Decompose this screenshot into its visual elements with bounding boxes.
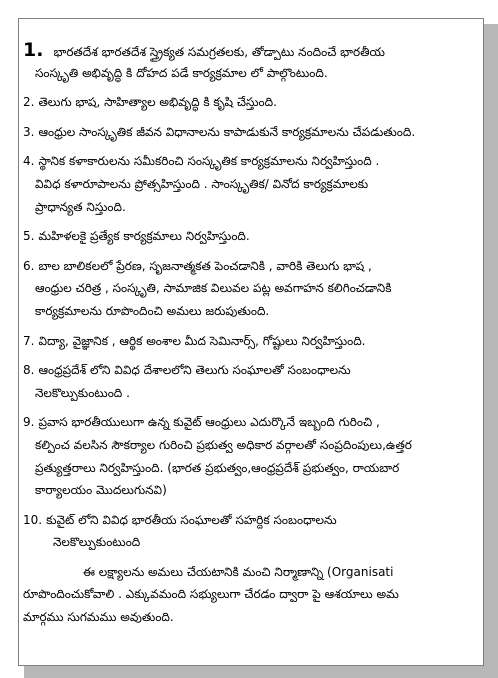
item-text: ప్రాధాన్యత నిస్తుంది. bbox=[35, 199, 126, 214]
item-text: ప్రవాస భారతీయులుగా ఉన్న కువైట్ ఆంధ్రులు ఎదుర్కొనే ఇబ్బంది గురించి , bbox=[38, 415, 380, 430]
list-item-8 bbox=[23, 359, 483, 404]
item-text: ఆంధ్రుల సాంస్కృతిక జీవన విధానాలను కాపాడుకునే కార్యక్రమాలను చేపడుతుంది. bbox=[38, 124, 416, 139]
item-number: 2. bbox=[23, 95, 35, 110]
item-text: ప్రత్యుత్తరాలు నిర్వహిస్తుంది. (భారత ప్రభుత్వం,ఆంధ్రప్రదేశ్ ప్రభుత్వం, రాయబార bbox=[35, 460, 400, 475]
closing-text: మార్గము సుగమము అవుతుంది. bbox=[23, 610, 174, 625]
item-number: 4. bbox=[23, 154, 35, 169]
list-item-9 bbox=[23, 411, 483, 501]
item-text: నెలకొల్పుకుంటుంది bbox=[53, 535, 141, 550]
item-number: 10. bbox=[23, 512, 43, 527]
item-text: కల్పించ వలసిన సౌకర్యాల గురించి ప్రభుత్వ అధికార వర్గాలతో సంప్రదింపులు,ఉత్తర bbox=[35, 437, 412, 452]
item-text: విద్యా, వైజ్ఞానిక , ఆర్థిక అంశాల మీద సెమినార్స్, గోష్టులు నిర్వహిస్తుంది. bbox=[38, 333, 366, 348]
item-text: కార్యాలయం మొదలుగునవి) bbox=[35, 483, 167, 498]
list-item-5 bbox=[23, 225, 483, 248]
closing-text: రూపొందించుకోవాలి . ఎక్కువమంది సభ్యులుగా చేరడం ద్వారా పై ఆశయాలు అమ bbox=[23, 587, 399, 602]
item-text: సంస్కృతి అభివృద్ధి కి దోహద పడే కార్యక్రమాల లో పాల్గొంటుంది. bbox=[35, 65, 328, 80]
item-text: ఆంధ్రుల చరిత్ర , సంస్కృతి, సామాజిక విలువల పట్ల అవగాహన కలిగించడానికి bbox=[35, 281, 392, 296]
item-text: ఆంధ్రప్రదేశ్ లోని వివిధ దేశాలలోని తెలుగు సంఘాలతో సంబంధాలను bbox=[38, 363, 351, 378]
document-body bbox=[23, 39, 483, 629]
item-text: భారతదేశ భారతదేశ స్త్రైక్యత సమగ్రతలకు, తోడ్పాటు నందించే భారతీయ bbox=[53, 45, 385, 59]
item-text: బాల బాలికలలో ప్రేరణ, సృజనాత్మకత పెంచడానికి , వారికి తెలుగు భాష , bbox=[38, 258, 372, 273]
list-item-7 bbox=[23, 330, 483, 353]
item-text: స్థానిక కళాకారులను సమీకరించి సంస్కృతిక కార్యక్రమాలను నిర్వహిస్తుంది . bbox=[38, 154, 380, 169]
closing-paragraph bbox=[23, 561, 483, 629]
item-text: కువైట్ లోని వివిధ భారతీయ సంఘాలతో సహర్దిక సంబంధాలను bbox=[46, 512, 337, 527]
item-text: కార్యక్రమాలను రూపొందించి అమలు జరుపుతుంది. bbox=[35, 303, 270, 318]
item-number: 5. bbox=[23, 229, 35, 244]
item-number: 3. bbox=[23, 124, 35, 139]
item-number: 1. bbox=[23, 39, 44, 61]
document-page bbox=[18, 18, 484, 666]
list-item-3 bbox=[23, 121, 483, 144]
list-item-4 bbox=[23, 150, 483, 218]
closing-text: ఈ లక్ష్యాలను అమలు చేయటానికి మంచి నిర్మాణాన్ని (Organisati bbox=[83, 564, 394, 579]
item-text: నెలకొల్పుకుంటుంది . bbox=[35, 385, 130, 400]
list-item-2 bbox=[23, 91, 483, 114]
list-item-6 bbox=[23, 255, 483, 323]
item-number: 9. bbox=[23, 415, 35, 430]
list-item-10 bbox=[23, 509, 483, 554]
list-item-1 bbox=[23, 39, 483, 84]
item-number: 6. bbox=[23, 258, 35, 273]
item-text: వివిధ కళారూపాలను ప్రోత్సహిస్తుంది . సాంస్కృతిక/ వినోద కార్యక్రమాలకు bbox=[35, 176, 369, 191]
item-text: మహిళలకై ప్రత్యేక కార్యక్రమాలు నిర్వహిస్తుంది. bbox=[38, 229, 250, 244]
item-number: 7. bbox=[23, 333, 35, 348]
item-number: 8. bbox=[23, 363, 35, 378]
item-text: తెలుగు భాష, సాహిత్యాల అభివృద్ధి కి కృషి చేస్తుంది. bbox=[38, 95, 277, 110]
